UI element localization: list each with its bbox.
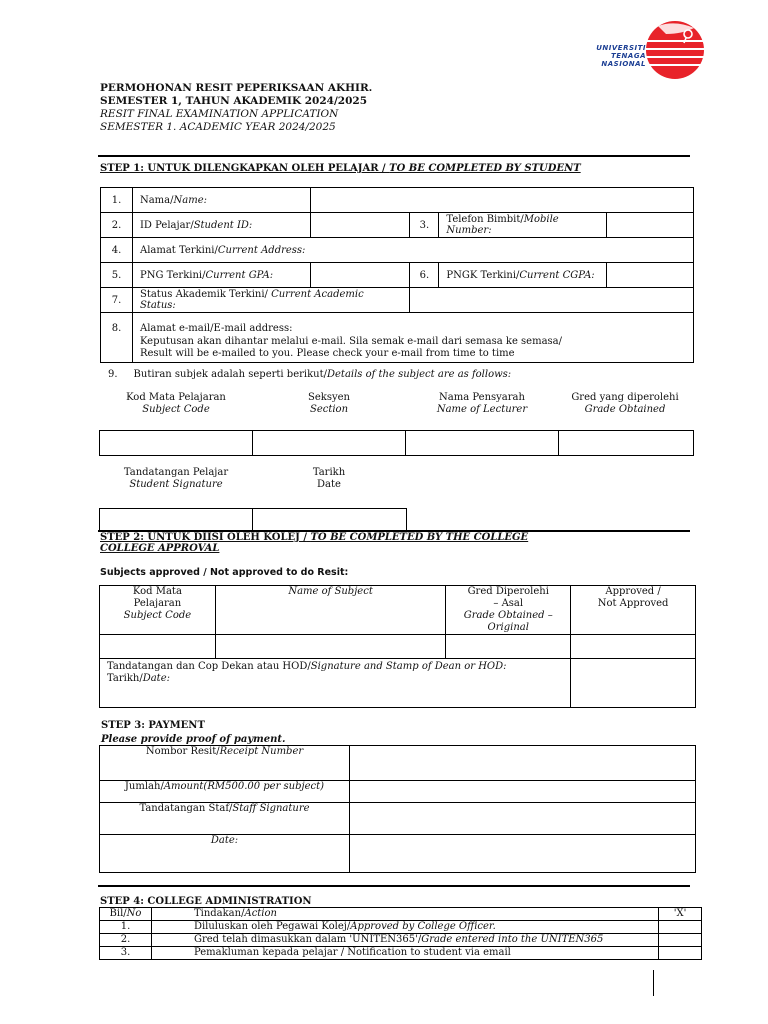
- college-approval-table: [99, 585, 696, 708]
- payment-proof-note: Please provide proof of payment.: [101, 734, 286, 745]
- col-header-subject-code: Kod Mata Pelajaran Subject Code: [100, 586, 216, 635]
- divider-1: [98, 155, 690, 157]
- gpa-label: PNG Terkini/Current GPA:: [132, 263, 310, 288]
- logo-line-1: UNIVERSITI: [596, 44, 646, 52]
- admin-row-action: Pemakluman kepada pelajar / Notification to student via email: [151, 947, 658, 960]
- row-number: 6.: [410, 263, 439, 288]
- email-label: Alamat e-mail/E-mail address:: [139, 323, 293, 334]
- email-note-ms: Keputusan akan dihantar melalui e-mail. Sila semak e-mail dari semasa ke semasa/: [139, 335, 562, 347]
- payment-table: [99, 745, 696, 873]
- dean-stamp-field[interactable]: [571, 659, 696, 708]
- signature-table: [99, 508, 407, 532]
- col-lecturer: Nama Pensyarah Name of Lecturer: [436, 392, 528, 415]
- row-number: 7.: [101, 288, 133, 313]
- phone-field[interactable]: [607, 213, 694, 238]
- step3-heading: STEP 3: PAYMENT: [101, 720, 205, 731]
- date-label: Tarikh Date: [312, 467, 346, 490]
- amount-field[interactable]: [350, 781, 696, 803]
- name-field[interactable]: [310, 188, 693, 213]
- title-ms-2: SEMESTER 1, TAHUN AKADEMIK 2024/2025: [100, 95, 368, 107]
- status-field[interactable]: [410, 288, 694, 313]
- col-section: Seksyen Section: [308, 392, 350, 415]
- payment-date-label: Date:: [100, 835, 350, 873]
- admin-row-number: 1.: [100, 921, 152, 934]
- col-header-grade: Gred Diperolehi – Asal Grade Obtained – Original: [446, 586, 571, 635]
- logo-line-2: TENAGA: [611, 52, 646, 60]
- phone-label: Telefon Bimbit/Mobile Number:: [439, 213, 607, 238]
- admin-row-checkbox[interactable]: [659, 934, 702, 947]
- receipt-number-field[interactable]: [350, 746, 696, 781]
- col-grade: Gred yang diperolehi Grade Obtained: [571, 392, 679, 415]
- approval-subject-name-field[interactable]: [215, 635, 445, 659]
- title-ms-1: PERMOHONAN RESIT PEPERIKSAAN AKHIR.: [100, 82, 373, 94]
- receipt-number-label: Nombor Resit/Receipt Number: [100, 746, 350, 781]
- row-number: 5.: [101, 263, 133, 288]
- row-number: 2.: [101, 213, 133, 238]
- grade-field[interactable]: [559, 431, 694, 456]
- logo-text: [578, 44, 646, 68]
- divider-3: [98, 885, 690, 887]
- student-signature-label: Tandatangan Pelajar Student Signature: [123, 467, 229, 490]
- payment-date-field[interactable]: [350, 835, 696, 873]
- admin-row-action: Diluluskan oleh Pegawai Kolej/Approved by College Officer.: [151, 921, 658, 934]
- step1-heading: STEP 1: UNTUK DILENGKAPKAN OLEH PELAJAR / TO BE COMPLETED BY STUDENT: [100, 163, 581, 174]
- approval-grade-field[interactable]: [446, 635, 571, 659]
- cgpa-label: PNGK Terkini/Current CGPA:: [439, 263, 607, 288]
- col-subject-code: Kod Mata Pelajaran Subject Code: [126, 392, 226, 415]
- university-logo: [578, 18, 708, 82]
- admin-row-checkbox[interactable]: [659, 921, 702, 934]
- title-en-2: SEMESTER 1. ACADEMIC YEAR 2024/2025: [100, 121, 336, 133]
- cgpa-field[interactable]: [607, 263, 694, 288]
- row-number: 1.: [101, 188, 133, 213]
- address-field[interactable]: Alamat Terkini/Current Address:: [132, 238, 693, 263]
- subject-code-field[interactable]: [100, 431, 253, 456]
- email-note-en: Result will be e-mailed to you. Please check your e-mail from time to time: [139, 348, 515, 359]
- status-label: Status Akademik Terkini/ Current Academic Status:: [132, 288, 409, 313]
- name-label: Nama/Name:: [132, 188, 310, 213]
- admin-row-action: Gred telah dimasukkan dalam 'UNITEN365'/Grade entered into the UNITEN365: [151, 934, 658, 947]
- document-header: [100, 82, 500, 134]
- item9-label: 9. Butiran subjek adalah seperti berikut/Details of the subject are as follows:: [108, 369, 512, 380]
- logo-line-3: NASIONAL: [601, 60, 646, 68]
- approval-subject-code-field[interactable]: [100, 635, 216, 659]
- lecturer-field[interactable]: [406, 431, 559, 456]
- gpa-field[interactable]: [310, 263, 410, 288]
- approval-status-field[interactable]: [571, 635, 696, 659]
- col-header-subject-name: Name of Subject: [215, 586, 445, 635]
- admin-col-no: Bil/No: [100, 908, 152, 921]
- step4-heading: STEP 4: COLLEGE ADMINISTRATION: [100, 896, 312, 907]
- section-field[interactable]: [253, 431, 406, 456]
- col-header-approval: Approved / Not Approved: [571, 586, 696, 635]
- admin-col-x: 'X': [659, 908, 702, 921]
- step2-heading: STEP 2: UNTUK DIISI OLEH KOLEJ / TO BE COMPLETED BY THE COLLEGE COLLEGE APPROVAL: [100, 532, 529, 554]
- student-date-field[interactable]: [253, 509, 407, 532]
- admin-row-number: 3.: [100, 947, 152, 960]
- student-signature-field[interactable]: [100, 509, 253, 532]
- row-number: 4.: [101, 238, 133, 263]
- title-en-1: RESIT FINAL EXAMINATION APPLICATION: [100, 108, 339, 120]
- row-number: 8.: [101, 313, 133, 363]
- staff-signature-label: Tandatangan Staf/Staff Signature: [100, 803, 350, 835]
- admin-row-checkbox[interactable]: [659, 947, 702, 960]
- admin-col-action: Tindakan/Action: [151, 908, 658, 921]
- student-id-label: ID Pelajar/Student ID:: [132, 213, 310, 238]
- page-edge-mark: [653, 970, 654, 996]
- amount-label: Jumlah/Amount(RM500.00 per subject): [100, 781, 350, 803]
- row-number: 3.: [410, 213, 439, 238]
- college-admin-table: [99, 907, 702, 960]
- student-id-field[interactable]: [310, 213, 410, 238]
- dean-signature-field[interactable]: Tandatangan dan Cop Dekan atau HOD/Signature and Stamp of Dean or HOD: Tarikh/Date:: [100, 659, 571, 708]
- subjects-approved-label: Subjects approved / Not approved to do Resit:: [100, 567, 349, 578]
- staff-signature-field[interactable]: [350, 803, 696, 835]
- student-details-table: [100, 187, 694, 363]
- admin-row-number: 2.: [100, 934, 152, 947]
- subject-input-table: [99, 430, 694, 456]
- email-field[interactable]: [132, 313, 693, 363]
